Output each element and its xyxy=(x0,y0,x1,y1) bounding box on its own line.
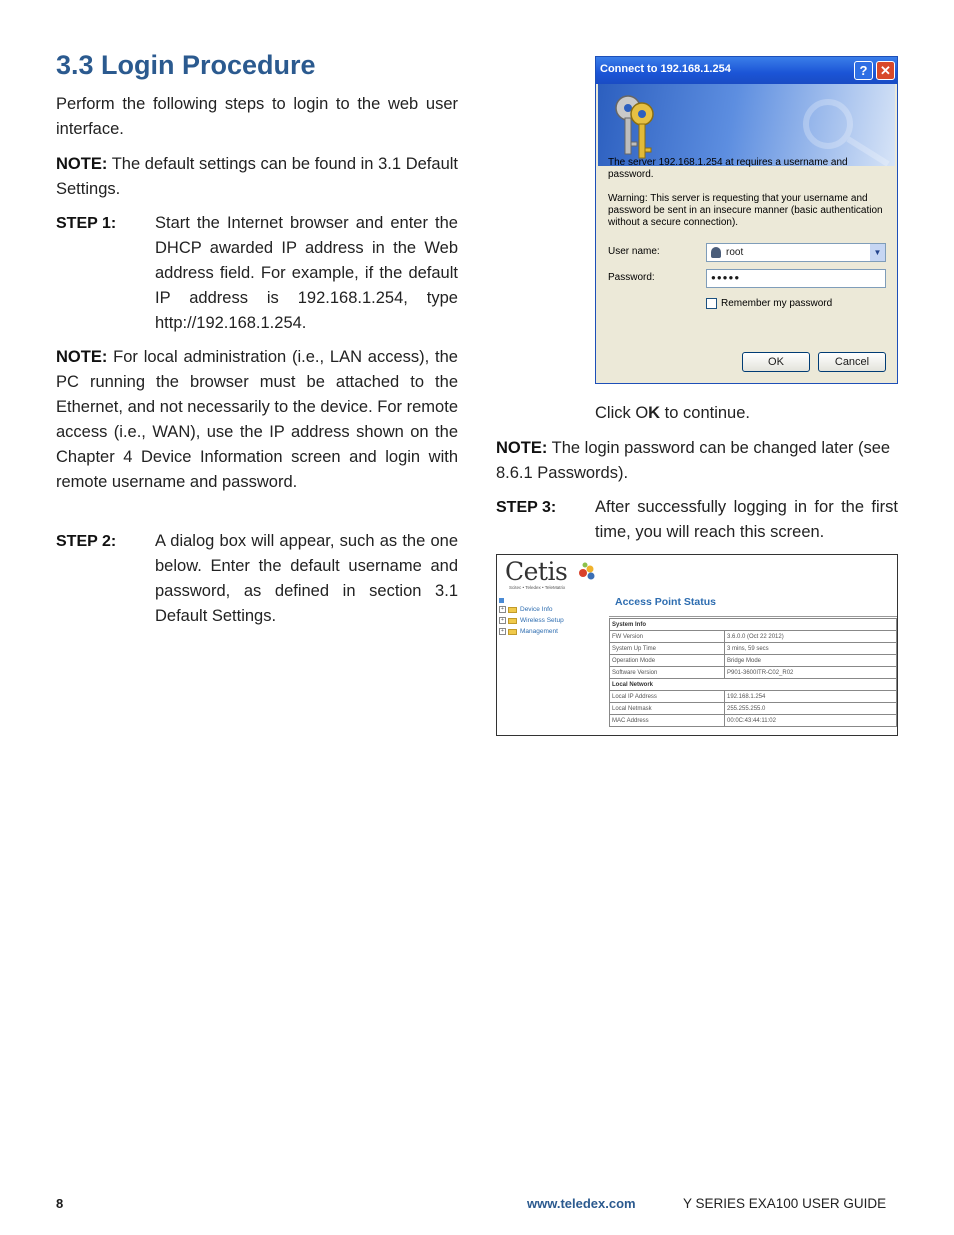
password-value: ●●●●● xyxy=(711,273,741,282)
section-header: Local Network xyxy=(610,679,897,691)
footer-link[interactable]: www.teledex.com xyxy=(527,1196,636,1211)
note-default-settings xyxy=(56,152,458,202)
dialog-titlebar xyxy=(596,57,897,84)
note-text: For local administration (i.e., LAN access), the PC running the browser must be attached to the Ethernet, and not necessarily to the device. For remote access (i.e., WAN), use the IP address shown on the Chapter 4 Device Information screen and login with remote username and password. xyxy=(56,348,458,491)
note-password xyxy=(496,436,898,486)
expand-icon[interactable]: + xyxy=(499,628,506,635)
page-title: 3.3 Login Procedure xyxy=(56,50,316,80)
step3-label: STEP 3: xyxy=(496,499,557,516)
table-row xyxy=(610,619,897,631)
row-value: 255.255.255.0 xyxy=(725,703,897,715)
table-row xyxy=(610,703,897,715)
tree-label: Management xyxy=(520,628,558,636)
note-label: NOTE: xyxy=(56,348,108,366)
table-row xyxy=(610,691,897,703)
table-row xyxy=(610,667,897,679)
note-text: The login password can be changed later (see 8.6.1 Passwords). xyxy=(496,439,891,482)
tree-label: Wireless Setup xyxy=(520,617,564,625)
dialog-message: The server 192.168.1.254 at requires a username and password. xyxy=(608,157,848,180)
page-number: 8 xyxy=(56,1196,64,1211)
remember-label: Remember my password xyxy=(721,298,833,309)
divider xyxy=(609,616,897,617)
row-value: P901-3600ITR-C02_R02 xyxy=(725,667,897,679)
click-ok-bold: K xyxy=(648,404,661,422)
logo-dots-icon xyxy=(577,561,597,581)
table-row xyxy=(610,631,897,643)
status-title: Access Point Status xyxy=(615,596,716,608)
row-value: Bridge Mode xyxy=(725,655,897,667)
username-label: User name: xyxy=(608,246,660,257)
chevron-down-icon[interactable]: ▼ xyxy=(870,244,885,261)
cetis-logo: Cetis xyxy=(505,557,568,586)
status-screenshot xyxy=(496,554,898,736)
note-text: The default settings can be found in 3.1 Default Settings. xyxy=(56,155,458,198)
logo-tagline: Scitec • Teledex • TeleMatrix xyxy=(509,585,566,590)
step1-text: Start the Internet browser and enter the DHCP awarded IP address in the Web address field. For example, if the default IP address is 192.168.1.254, type http://192.168.1.254. xyxy=(155,214,458,332)
step3-text: After successfully logging in for the first time, you will reach this screen. xyxy=(595,498,898,541)
login-dialog xyxy=(595,56,898,384)
click-ok-after: to continue. xyxy=(660,404,750,422)
user-icon xyxy=(711,247,721,258)
row-label: Local Netmask xyxy=(610,703,725,715)
folder-icon xyxy=(508,607,517,613)
table-row xyxy=(610,643,897,655)
cancel-button[interactable]: Cancel xyxy=(818,352,886,372)
row-value: 00:0C:43:44:11:02 xyxy=(725,715,897,727)
keys-icon xyxy=(598,84,895,166)
row-value: 3.6.0.0 (Oct 22 2012) xyxy=(725,631,897,643)
tree-label: Device Info xyxy=(520,606,553,614)
step1-label: STEP 1: xyxy=(56,215,117,232)
row-label: MAC Address xyxy=(610,715,725,727)
row-label: Software Version xyxy=(610,667,725,679)
note-label: NOTE: xyxy=(56,155,108,173)
remember-checkbox[interactable] xyxy=(706,298,717,309)
click-ok-text xyxy=(595,401,898,426)
tree-item-wireless-setup[interactable] xyxy=(499,617,564,624)
username-value: root xyxy=(726,247,744,258)
username-field[interactable] xyxy=(706,243,886,262)
row-label: FW Version xyxy=(610,631,725,643)
tree-item-device-info[interactable] xyxy=(499,606,553,613)
row-value: 192.168.1.254 xyxy=(725,691,897,703)
note-lan-access xyxy=(56,345,458,495)
password-label: Password: xyxy=(608,272,655,283)
table-row xyxy=(610,715,897,727)
folder-icon xyxy=(508,618,517,624)
dialog-title: Connect to 192.168.1.254 xyxy=(600,63,731,75)
step2-text: A dialog box will appear, such as the one below. Enter the default username and password, as defined in section 3.1 Default Settings. xyxy=(155,532,458,625)
note-label: NOTE: xyxy=(496,439,548,457)
table-row xyxy=(610,679,897,691)
expand-icon[interactable]: + xyxy=(499,606,506,613)
dialog-warning: Warning: This server is requesting that your username and password be sent in an insecure manner (basic authentication without a secure connection). xyxy=(608,193,883,228)
row-label: Local IP Address xyxy=(610,691,725,703)
folder-icon xyxy=(508,629,517,635)
close-icon[interactable]: ✕ xyxy=(876,61,895,80)
help-icon[interactable]: ? xyxy=(854,61,873,80)
tree-item-management[interactable] xyxy=(499,628,558,635)
step2-label: STEP 2: xyxy=(56,533,117,550)
table-row xyxy=(610,655,897,667)
tree-root-icon xyxy=(499,598,504,603)
row-label: System Up Time xyxy=(610,643,725,655)
dialog-banner xyxy=(598,84,895,166)
ok-button[interactable]: OK xyxy=(742,352,810,372)
password-field[interactable] xyxy=(706,269,886,288)
footer-guide-title: Y SERIES EXA100 USER GUIDE xyxy=(683,1196,887,1211)
intro-text: Perform the following steps to login to the web user interface. xyxy=(56,95,458,138)
status-table xyxy=(609,618,897,727)
click-ok-before: Click O xyxy=(595,404,649,422)
row-label: Operation Mode xyxy=(610,655,725,667)
expand-icon[interactable]: + xyxy=(499,617,506,624)
section-header: System Info xyxy=(610,619,897,631)
row-value: 3 mins, 59 secs xyxy=(725,643,897,655)
